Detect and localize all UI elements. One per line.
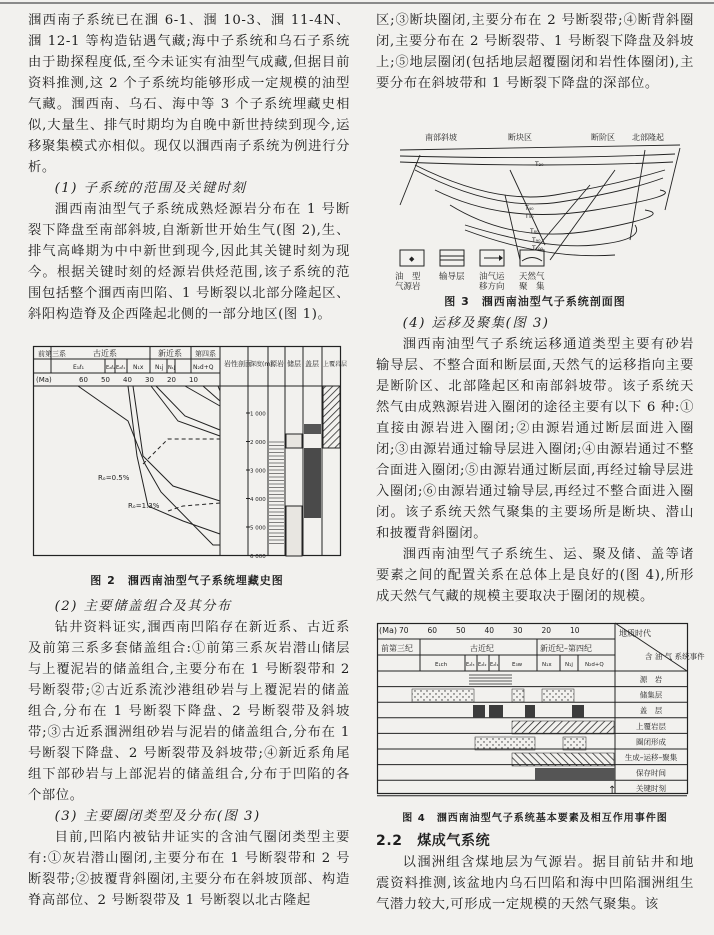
horizon-label: T₈₀ — [530, 228, 539, 235]
fig4-formation: N₂d+Q — [585, 662, 604, 668]
fig2-col-lithology: 岩性剖面 — [224, 360, 252, 368]
ro-label-0.5: Rₒ=0.5% — [98, 474, 130, 482]
fig2-period-pretertiary: 前第三系 — [38, 350, 66, 358]
fig2-formation: N₁j — [168, 365, 176, 371]
depth-tick-label: 6 000 — [250, 554, 266, 560]
fig4-time-tick: 40 — [484, 626, 495, 635]
bar-reservoir — [542, 689, 574, 702]
bar-reservoir — [512, 689, 524, 702]
horizon-label: T₂₀ — [535, 161, 544, 168]
burial-curve — [78, 386, 220, 545]
seal-upper — [304, 424, 321, 434]
burial-curve — [203, 386, 220, 401]
paragraph-reservoir-seal: 钻井资料证实,涠西南凹陷存在新近系、古近系及前第三系多套储盖组合:①前第三系灰岩潜山储层与上覆泥岩的储盖组合,主要分布在 1 号断裂带和 2 号断裂带;②古近系流沙港组砂岩与上覆泥岩的储盖组合,分布在 1 号断裂下降盘、2 号断裂带及斜坡带;③古近系涠洲组砂岩与泥岩的储盖组合,分布在 1 号断裂下降盘、2 号断裂带及斜坡带;④新近系角尾组下部砂岩与上部泥岩的储盖组合,分布于凹陷的各个部位。 — [28, 620, 350, 803]
seal-lower — [304, 448, 321, 518]
heading-reservoir-seal: (2) 主要储盖组合及其分布 — [54, 599, 232, 614]
fig4-time-tick: 10 — [570, 626, 580, 635]
fig4-time-tick: 20 — [541, 626, 552, 635]
bar-seal — [572, 705, 584, 718]
ro-0.5-isoline — [143, 439, 220, 464]
figure-3-caption: 图 3 涠西南油型气子系统剖面图 — [444, 295, 626, 308]
horizon-label: T₉₀ — [532, 237, 541, 244]
fig4-formation: E₁ch — [435, 662, 448, 668]
fig4-time-tick: 30 — [513, 626, 523, 635]
fig4-period-neogene: 新近纪–第四纪 — [540, 644, 592, 653]
reservoir-sand-lower — [286, 506, 302, 556]
bar-source-rock — [469, 673, 512, 687]
fig2-col-seal: 盖层 — [305, 360, 319, 368]
paragraph-traps: 目前,凹陷内被钻井证实的含油气圈闭类型主要有:①灰岩潜山圈闭,主要分布在 1 号断裂带和 2 号断裂带;②披覆背斜圈闭,主要分布在斜坡顶部、构造脊高部位、2 号断裂带及 1 号断裂以北古隆起 — [28, 830, 350, 908]
fig4-time-tick: 50 — [456, 626, 466, 635]
fig4-event-label: 源 岩 — [639, 675, 663, 684]
paragraph-intro: 涠西南子系统已在涠 6-1、涠 10-3、涠 11-4N、涠 12-1 等构造钻遇气藏;海中子系统和乌石子系统由于勘探程度低,至今未证实有油型气成藏,但据目前资料推测,这 2 个子系统均能够形成一定规模的油型气藏。涠西南、乌石、海中等 3 个子系统埋藏史相似,大量生、排气时期均为自晚中新世持续到现今,运移聚集模式亦相似。现仅以涠西南子系统为例进行分析。 — [28, 13, 350, 175]
paragraph-coal-gas: 以涠洲组含煤地层为气源岩。据目前钻井和地震资料推测,该盆地内乌石凹陷和海中凹陷涠洲组生气潜力较大,可形成一定规模的天然气聚集。该 — [376, 855, 694, 912]
depth-tick-label: 2 000 — [250, 440, 266, 446]
fig4-event-label: 圈闭形成 — [636, 737, 666, 747]
heading-migration: (4) 运移及聚集(图 3) — [402, 316, 550, 331]
fig4-period-paleogene: 古近纪 — [470, 644, 494, 653]
bar-reservoir — [412, 689, 474, 702]
fig3-legend — [400, 250, 544, 266]
depth-tick-label: 4 000 — [250, 497, 266, 503]
fig4-formation: E₂l₃ — [466, 662, 475, 668]
fig4-event-label: 保存时间 — [636, 768, 666, 778]
bar-generation-migration — [512, 753, 614, 766]
bar-seal — [525, 705, 535, 718]
left-column — [28, 10, 350, 325]
depth-tick-label: 5 000 — [250, 525, 266, 532]
fig4-event-label: 上覆岩层 — [636, 721, 666, 731]
fig2-time-tick: 20 — [167, 376, 176, 384]
fig2-period-quaternary: 第四系 — [195, 350, 216, 358]
burial-curve — [133, 386, 220, 501]
legend-label: 输导层 — [439, 272, 465, 282]
critical-moment-arrow-icon: ↑ — [608, 785, 617, 796]
fig2-formation: E₂ℓ₁ — [116, 365, 126, 371]
legend-label: 油气运 移方向 — [479, 272, 505, 292]
fig4-formation: E₃w — [512, 662, 523, 668]
paragraph-scope: 涠西南油型气子系统成熟烃源岩分布在 1 号断裂下降盘至南部斜坡,自渐新世开始生气(图 2),生、排气高峰期为中中新世到现今,因此其关键时刻为现今。根据关键时刻的烃源岩供烃范围,该子系统的范围包括整个涠西南凹陷、1 号断裂以北部分隆起区、斜阳构造脊及企西隆起北侧的一部分地区(图 1)。 — [28, 202, 350, 322]
fig4-formation: E₂l₁ — [490, 662, 499, 668]
bar-trap-formation — [475, 737, 535, 750]
heading-scope: (1) 子系统的范围及关键时刻 — [54, 181, 247, 196]
fig4-corner-events: 含 油 气 系统事件 — [645, 652, 705, 661]
fig4-event-label: 关键时刻 — [636, 784, 666, 794]
fig2-formation: N₂d+Q — [193, 364, 214, 371]
fig2-time-tick: 60 — [79, 376, 88, 384]
burial-curve — [151, 386, 220, 436]
fig2-formation: N₁j — [155, 364, 164, 371]
legend-carrier-bed-icon — [440, 250, 464, 266]
figure-4-caption: 图 4 涠西南油型气子系统基本要素及相互作用事件图 — [402, 813, 668, 824]
horizon-label: T₅₀ — [525, 213, 534, 220]
fig2-formation: E₂ℓ₂ — [106, 365, 116, 371]
fig4-period-pretertiary: 前第三纪 — [381, 644, 413, 653]
zone-fault-block: 断块区 — [508, 133, 532, 142]
figure-2-burial-history — [33, 346, 348, 560]
fig2-formation: E₁ℓ₁ — [73, 364, 85, 371]
fig4-time-label: (Ma) — [379, 626, 398, 635]
paragraph-migration: 涠西南油型气子系统运移通道类型主要有砂岩输导层、不整合面和断层面,天然气的运移指向主要是断阶区、北部隆起区和南部斜坡带。该子系统天然气由成熟源岩进入圈闭的途径主要有以下 6 种:①直接由源岩进入圈闭;②由源岩通过断层面进入圈闭;③由源岩通过输导层进入圈闭;④由源岩通过不整合面进入圈闭;⑤由源岩通过断层面,再经过输导层进入圈闭;⑥由源岩通过输导层,再经过不整合面进入圈闭。该子系统天然气聚集的主要场所是断块、潜山和披覆背斜圈闭。 — [376, 337, 694, 541]
zone-south-slope: 南部斜坡 — [425, 133, 457, 142]
fig4-time-tick: 60 — [427, 626, 438, 635]
right-column-mid — [376, 313, 694, 607]
svg-text:◆: ◆ — [409, 255, 415, 263]
fig2-period-neogene: 新近系 — [158, 349, 182, 358]
zone-north-uplift: 北部隆起 — [632, 133, 664, 142]
overburden-hatch — [323, 386, 340, 448]
fig4-corner-geologic-time: 地质时代 — [619, 629, 651, 638]
ro-label-1.3: Rₒ=1.3% — [128, 502, 160, 510]
fig2-time-tick: 10 — [189, 376, 198, 384]
figure-4-events-chart — [377, 623, 705, 796]
right-column-lower — [376, 829, 694, 915]
fig2-time-tick: 30 — [145, 376, 154, 384]
fig4-formation: E₂l₂ — [478, 662, 487, 668]
fig4-time-tick: 70 — [399, 626, 409, 635]
fig2-time-tick: 40 — [123, 376, 132, 384]
depth-tick-label: 1 000 — [250, 411, 266, 418]
bar-preservation — [535, 768, 615, 781]
bar-seal — [489, 705, 503, 718]
page-top-rule — [0, 2, 714, 4]
figure-2-caption: 图 2 涠西南油型气子系统埋藏史图 — [90, 574, 284, 587]
bar-overburden — [512, 721, 614, 734]
horizon-label: T₄₀ — [525, 205, 534, 212]
fig4-formation: N₁x — [542, 662, 552, 668]
fig2-time-tick: 50 — [101, 376, 110, 384]
figure-3-cross-section — [395, 130, 685, 275]
zone-fault-terrace: 断阶区 — [591, 133, 615, 142]
fig2-formation: N₁x — [133, 364, 144, 371]
horizon-label: T₁₀₀ — [532, 245, 543, 252]
fig2-col-source: 源岩 — [270, 360, 284, 368]
fig4-event-label: 盖 层 — [639, 706, 663, 716]
fig2-col-overburden: 上覆岩层 — [323, 361, 348, 368]
right-column — [376, 10, 694, 94]
heading-traps: (3) 主要圈闭类型及分布(图 3) — [54, 809, 261, 824]
fig4-event-label: 储集层 — [639, 690, 663, 700]
bar-seal — [473, 705, 485, 718]
burial-curve — [128, 386, 220, 534]
fig2-time-label: (Ma) — [36, 376, 52, 384]
fig4-event-label: 生成–运移–聚集 — [624, 753, 678, 762]
fig2-period-paleogene: 古近系 — [93, 349, 117, 358]
section-title-coal-gas: 2.2 煤成气系统 — [376, 833, 491, 849]
fig4-formation: N₁j — [565, 662, 573, 668]
paragraph-traps-cont: 区;③断块圈闭,主要分布在 2 号断裂带;④断背斜圈闭,主要分布在 2 号断裂带、1 号断裂下降盘及斜坡上;⑤地层圈闭(包括地层超覆圈闭和岩性体圈闭),主要分布在斜坡带和 1 号断裂下降盘的深部位。 — [376, 13, 694, 91]
left-column-lower — [28, 596, 350, 911]
bar-trap-formation — [563, 737, 586, 750]
paragraph-config: 涠西南油型气子系统生、运、聚及储、盖等诸要素之间的配置关系在总体上是良好的(图 4),所形成天然气气藏的规模主要取决于圈闭的规模。 — [376, 547, 694, 604]
legend-label: 天然气 聚 集 — [519, 272, 545, 292]
fig2-col-depth: 深度(m) — [250, 361, 273, 368]
legend-label: 油 型 气源岩 — [395, 272, 421, 292]
reservoir-sand-upper — [286, 434, 302, 448]
fig2-col-reservoir: 储层 — [287, 360, 301, 368]
depth-tick-label: 3 000 — [250, 468, 266, 475]
